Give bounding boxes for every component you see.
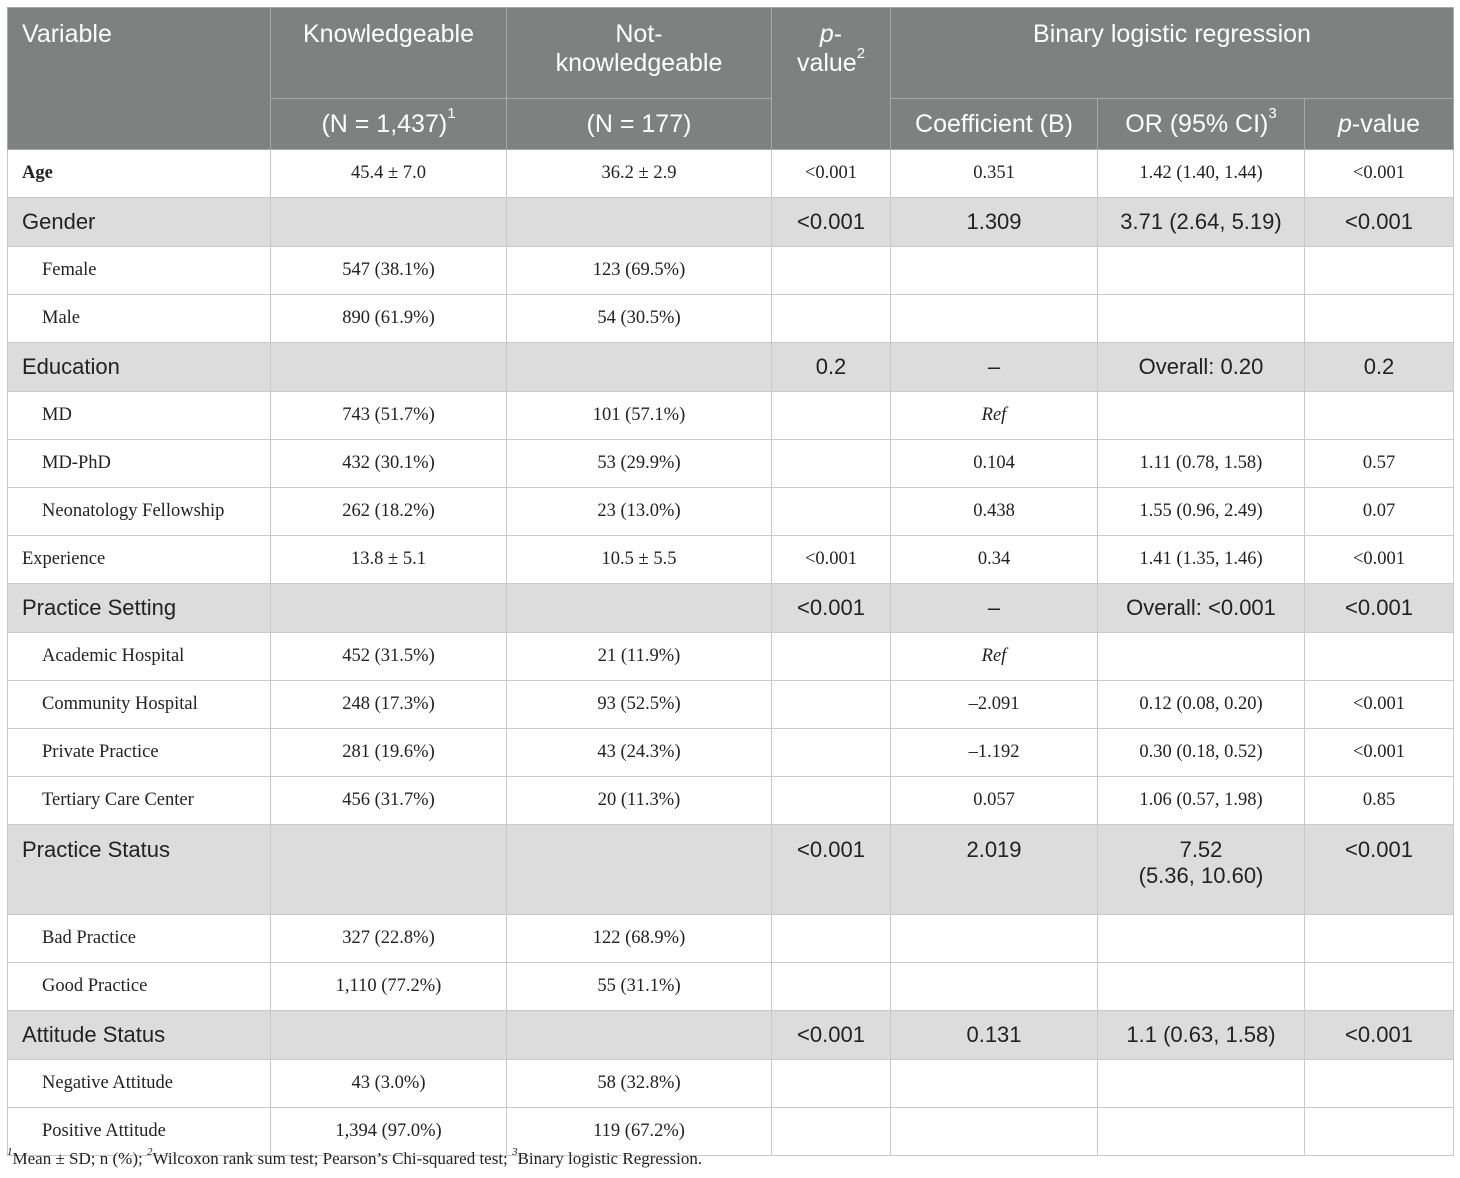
row-label: Age (8, 150, 271, 198)
cell-reg-pvalue: 0.57 (1305, 440, 1454, 488)
cell-coefficient: – (891, 343, 1098, 392)
header-not-knowledgeable: Not- knowledgeable (507, 8, 772, 99)
cell-reg-pvalue: <0.001 (1305, 536, 1454, 584)
cell-knowledgeable: 1,110 (77.2%) (271, 963, 507, 1011)
row-label: Academic Hospital (8, 633, 271, 681)
cell-not-knowledgeable: 20 (11.3%) (507, 777, 772, 825)
cell-not-knowledgeable (507, 198, 772, 247)
cell-reg-pvalue: <0.001 (1305, 198, 1454, 247)
table-header (8, 8, 1454, 150)
header-reg-pvalue: p-value (1305, 99, 1454, 150)
cell-knowledgeable: 43 (3.0%) (271, 1060, 507, 1108)
cell-coefficient: Ref (891, 392, 1098, 440)
cell-reg-pvalue: <0.001 (1305, 584, 1454, 633)
row-label: Positive Attitude (8, 1108, 271, 1156)
cell-reg-pvalue: <0.001 (1305, 681, 1454, 729)
results-table (7, 7, 1454, 1156)
cell-knowledgeable: 327 (22.8%) (271, 915, 507, 963)
cell-coefficient: 1.309 (891, 198, 1098, 247)
cell-not-knowledgeable: 36.2 ± 2.9 (507, 150, 772, 198)
cell-coefficient: –1.192 (891, 729, 1098, 777)
cell-coefficient: 0.34 (891, 536, 1098, 584)
table-row (8, 729, 1454, 777)
cell-or: 1.42 (1.40, 1.44) (1098, 150, 1305, 198)
row-label: Bad Practice (8, 915, 271, 963)
table-row-category (8, 198, 1454, 247)
cell-reg-pvalue: <0.001 (1305, 150, 1454, 198)
row-label: Good Practice (8, 963, 271, 1011)
row-label: Practice Status (8, 825, 271, 915)
cell-not-knowledgeable: 101 (57.1%) (507, 392, 772, 440)
cell-pvalue: <0.001 (772, 825, 891, 915)
cell-or: 3.71 (2.64, 5.19) (1098, 198, 1305, 247)
cell-reg-pvalue: 0.85 (1305, 777, 1454, 825)
row-label: Experience (8, 536, 271, 584)
cell-pvalue: <0.001 (772, 198, 891, 247)
cell-coefficient: – (891, 584, 1098, 633)
cell-not-knowledgeable: 119 (67.2%) (507, 1108, 772, 1156)
table-container (7, 7, 1453, 1156)
cell-knowledgeable (271, 198, 507, 247)
cell-knowledgeable: 45.4 ± 7.0 (271, 150, 507, 198)
cell-not-knowledgeable: 123 (69.5%) (507, 247, 772, 295)
cell-or: 1.1 (0.63, 1.58) (1098, 1011, 1305, 1060)
table-row-category (8, 825, 1454, 915)
row-label: Neonatology Fellowship (8, 488, 271, 536)
cell-coefficient: –2.091 (891, 681, 1098, 729)
cell-or: 0.30 (0.18, 0.52) (1098, 729, 1305, 777)
cell-knowledgeable: 1,394 (97.0%) (271, 1108, 507, 1156)
table-row (8, 440, 1454, 488)
cell-knowledgeable: 13.8 ± 5.1 (271, 536, 507, 584)
table-row-category (8, 343, 1454, 392)
cell-or: 1.06 (0.57, 1.98) (1098, 777, 1305, 825)
header-variable: Variable (8, 8, 271, 150)
cell-knowledgeable: 456 (31.7%) (271, 777, 507, 825)
cell-coefficient: 2.019 (891, 825, 1098, 915)
table-row (8, 681, 1454, 729)
cell-knowledgeable: 281 (19.6%) (271, 729, 507, 777)
cell-pvalue: <0.001 (772, 150, 891, 198)
row-label: MD (8, 392, 271, 440)
cell-pvalue: <0.001 (772, 536, 891, 584)
table-footnote: $^1$Mean ± SD; n (%); $^2$Wilcoxon rank sum test; Pearson’s Chi-squared test; $^3$Binary logistic Regression. (7, 1146, 703, 1168)
cell-coefficient: 0.351 (891, 150, 1098, 198)
header-regression: Binary logistic regression (891, 8, 1454, 99)
cell-reg-pvalue: <0.001 (1305, 1011, 1454, 1060)
cell-pvalue: 0.2 (772, 343, 891, 392)
row-label: Gender (8, 198, 271, 247)
header-knowledgeable: Knowledgeable (271, 8, 507, 99)
cell-not-knowledgeable: 55 (31.1%) (507, 963, 772, 1011)
header-pvalue: p- value$^2$ (772, 8, 891, 150)
table-row (8, 295, 1454, 343)
cell-not-knowledgeable: 21 (11.9%) (507, 633, 772, 681)
cell-coefficient: Ref (891, 633, 1098, 681)
cell-or: 0.12 (0.08, 0.20) (1098, 681, 1305, 729)
cell-not-knowledgeable: 43 (24.3%) (507, 729, 772, 777)
cell-coefficient: 0.131 (891, 1011, 1098, 1060)
row-label: Male (8, 295, 271, 343)
row-label: Female (8, 247, 271, 295)
header-or-ci: OR (95% CI)$^3$ (1098, 99, 1305, 150)
cell-reg-pvalue: <0.001 (1305, 729, 1454, 777)
row-label: Education (8, 343, 271, 392)
header-coefficient: Coefficient (B) (891, 99, 1098, 150)
table-row (8, 536, 1454, 584)
cell-pvalue: <0.001 (772, 1011, 891, 1060)
cell-knowledgeable: 432 (30.1%) (271, 440, 507, 488)
cell-coefficient: 0.057 (891, 777, 1098, 825)
row-label: Attitude Status (8, 1011, 271, 1060)
cell-not-knowledgeable: 54 (30.5%) (507, 295, 772, 343)
cell-knowledgeable: 248 (17.3%) (271, 681, 507, 729)
row-label: Tertiary Care Center (8, 777, 271, 825)
table-row-category (8, 584, 1454, 633)
table-row (8, 488, 1454, 536)
cell-coefficient: 0.438 (891, 488, 1098, 536)
cell-knowledgeable: 262 (18.2%) (271, 488, 507, 536)
cell-reg-pvalue: 0.2 (1305, 343, 1454, 392)
cell-reg-pvalue: <0.001 (1305, 825, 1454, 915)
row-label: MD-PhD (8, 440, 271, 488)
cell-not-knowledgeable: 53 (29.9%) (507, 440, 772, 488)
cell-or: 1.11 (0.78, 1.58) (1098, 440, 1305, 488)
cell-or: 1.55 (0.96, 2.49) (1098, 488, 1305, 536)
table-row (8, 392, 1454, 440)
cell-reg-pvalue: 0.07 (1305, 488, 1454, 536)
cell-not-knowledgeable: 93 (52.5%) (507, 681, 772, 729)
row-label: Private Practice (8, 729, 271, 777)
cell-not-knowledgeable: 58 (32.8%) (507, 1060, 772, 1108)
cell-or: 7.52 (5.36, 10.60) (1098, 825, 1305, 915)
cell-knowledgeable: 743 (51.7%) (271, 392, 507, 440)
cell-or: 1.41 (1.35, 1.46) (1098, 536, 1305, 584)
table-body (8, 150, 1454, 1156)
row-label: Practice Setting (8, 584, 271, 633)
table-row-category (8, 1011, 1454, 1060)
table-row (8, 633, 1454, 681)
table-row (8, 963, 1454, 1011)
table-row (8, 1060, 1454, 1108)
table-row (8, 915, 1454, 963)
cell-or: Overall: 0.20 (1098, 343, 1305, 392)
header-knowledgeable-n: (N = 1,437)$^1$ (271, 99, 507, 150)
cell-not-knowledgeable: 10.5 ± 5.5 (507, 536, 772, 584)
cell-coefficient: 0.104 (891, 440, 1098, 488)
row-label: Negative Attitude (8, 1060, 271, 1108)
cell-knowledgeable: 547 (38.1%) (271, 247, 507, 295)
table-row (8, 247, 1454, 295)
cell-not-knowledgeable: 122 (68.9%) (507, 915, 772, 963)
table-row (8, 777, 1454, 825)
cell-knowledgeable: 890 (61.9%) (271, 295, 507, 343)
cell-not-knowledgeable: 23 (13.0%) (507, 488, 772, 536)
cell-pvalue: <0.001 (772, 584, 891, 633)
header-not-knowledgeable-n: (N = 177) (507, 99, 772, 150)
cell-knowledgeable: 452 (31.5%) (271, 633, 507, 681)
row-label: Community Hospital (8, 681, 271, 729)
cell-or: Overall: <0.001 (1098, 584, 1305, 633)
table-row (8, 150, 1454, 198)
